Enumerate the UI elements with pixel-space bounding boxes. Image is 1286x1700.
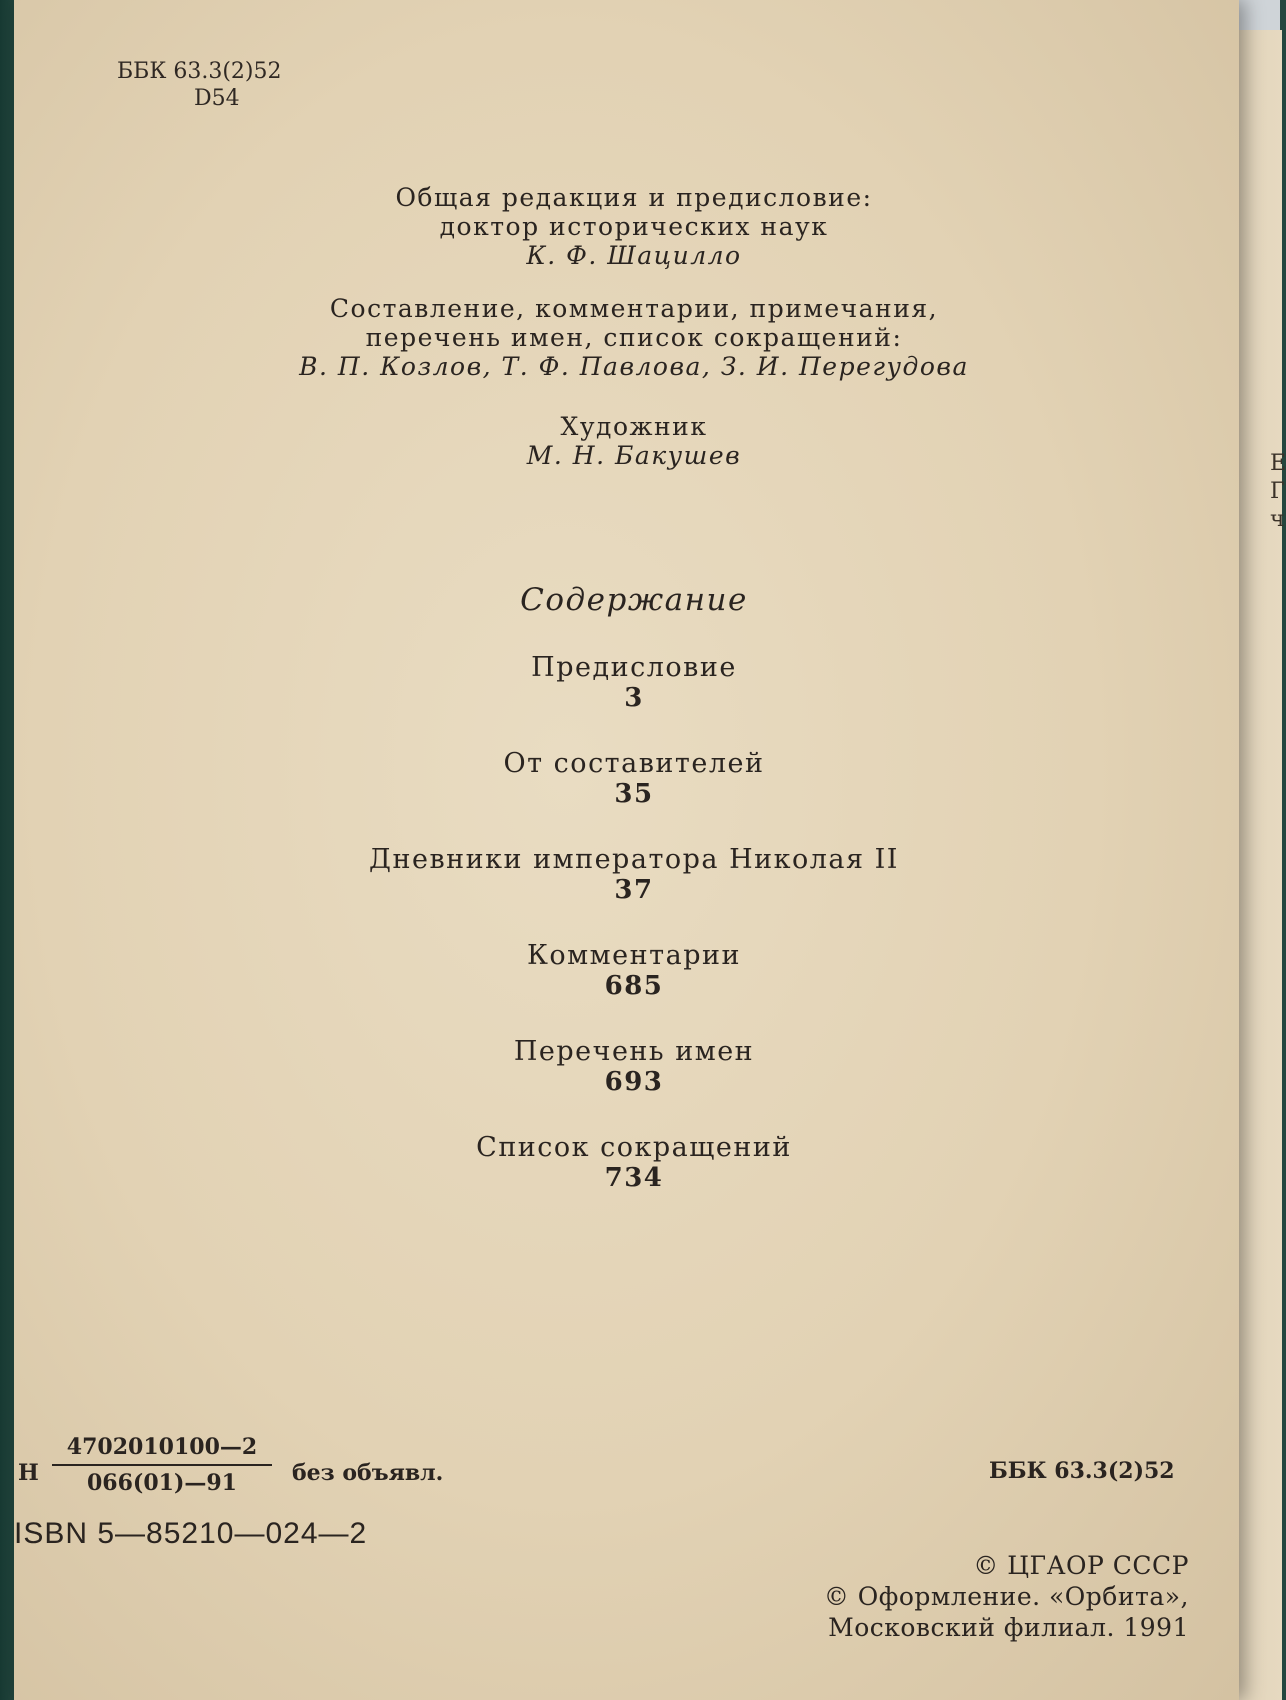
toc-title: Содержание <box>520 582 748 618</box>
toc-item-title: От составителей <box>503 748 765 779</box>
toc-item-page: 734 <box>604 1163 664 1193</box>
artist-credits <box>184 412 1084 470</box>
imprint-prefix: Н <box>18 1460 39 1486</box>
toc-item <box>184 1036 1084 1097</box>
toc-item <box>184 844 1084 905</box>
imprint-numerator: 4702010100—2 <box>52 1432 272 1466</box>
toc-item-page: 3 <box>624 683 644 713</box>
facing-page-text-fragment <box>1270 450 1286 534</box>
imprint-fraction <box>52 1432 272 1498</box>
copyright-block <box>774 1550 1189 1643</box>
toc-item <box>184 652 1084 713</box>
toc-item-page: 37 <box>614 875 654 905</box>
table-of-contents <box>184 652 1084 1228</box>
fragment-line: Г <box>1270 479 1285 504</box>
no-ads-note: без объявл. <box>292 1460 444 1486</box>
copyright-line: © Оформление. «Орбита», <box>823 1582 1189 1611</box>
copyright-line: © ЦГАОР СССР <box>973 1551 1189 1580</box>
fragment-line: Е <box>1270 451 1286 476</box>
fragment-line: ч <box>1270 507 1285 532</box>
imprint-denominator: 066(01)—91 <box>87 1470 237 1496</box>
classification-block <box>117 58 282 112</box>
editor-label: Общая редакция и предисловие: <box>395 183 873 212</box>
author-mark: D54 <box>194 86 240 111</box>
toc-item <box>184 748 1084 809</box>
copyright-line: Московский филиал. 1991 <box>828 1613 1189 1642</box>
artist-name: М. Н. Бакушев <box>526 441 742 470</box>
editor-credits <box>184 183 1084 270</box>
isbn: ISBN 5—85210—024—2 <box>14 1517 368 1550</box>
toc-item <box>184 940 1084 1001</box>
toc-item-title: Предисловие <box>531 652 737 683</box>
toc-item-page: 685 <box>604 971 664 1001</box>
toc-item-title: Комментарии <box>527 940 741 971</box>
bbk-code-bottom: ББК 63.3(2)52 <box>989 1458 1175 1484</box>
bbk-code: ББК 63.3(2)52 <box>117 59 282 84</box>
toc-item-title: Перечень имен <box>513 1036 755 1067</box>
compilers-label-line1: Составление, комментарии, примечания, <box>329 294 939 323</box>
compilers-label-line2: перечень имен, список сокращений: <box>365 323 903 352</box>
toc-item-title: Дневники императора Николая II <box>369 844 899 875</box>
editor-name: К. Ф. Шацилло <box>526 241 742 270</box>
toc-item-page: 35 <box>614 779 654 809</box>
compilers-names: В. П. Козлов, Т. Ф. Павлова, З. И. Перегудова <box>299 352 969 381</box>
toc-item-page: 693 <box>604 1067 664 1097</box>
artist-label: Художник <box>560 412 708 441</box>
book-page <box>14 0 1239 1700</box>
editor-title: доктор исторических наук <box>439 212 829 241</box>
toc-item-title: Список сокращений <box>476 1132 792 1163</box>
compilers-credits <box>184 294 1084 381</box>
toc-item <box>184 1132 1084 1193</box>
